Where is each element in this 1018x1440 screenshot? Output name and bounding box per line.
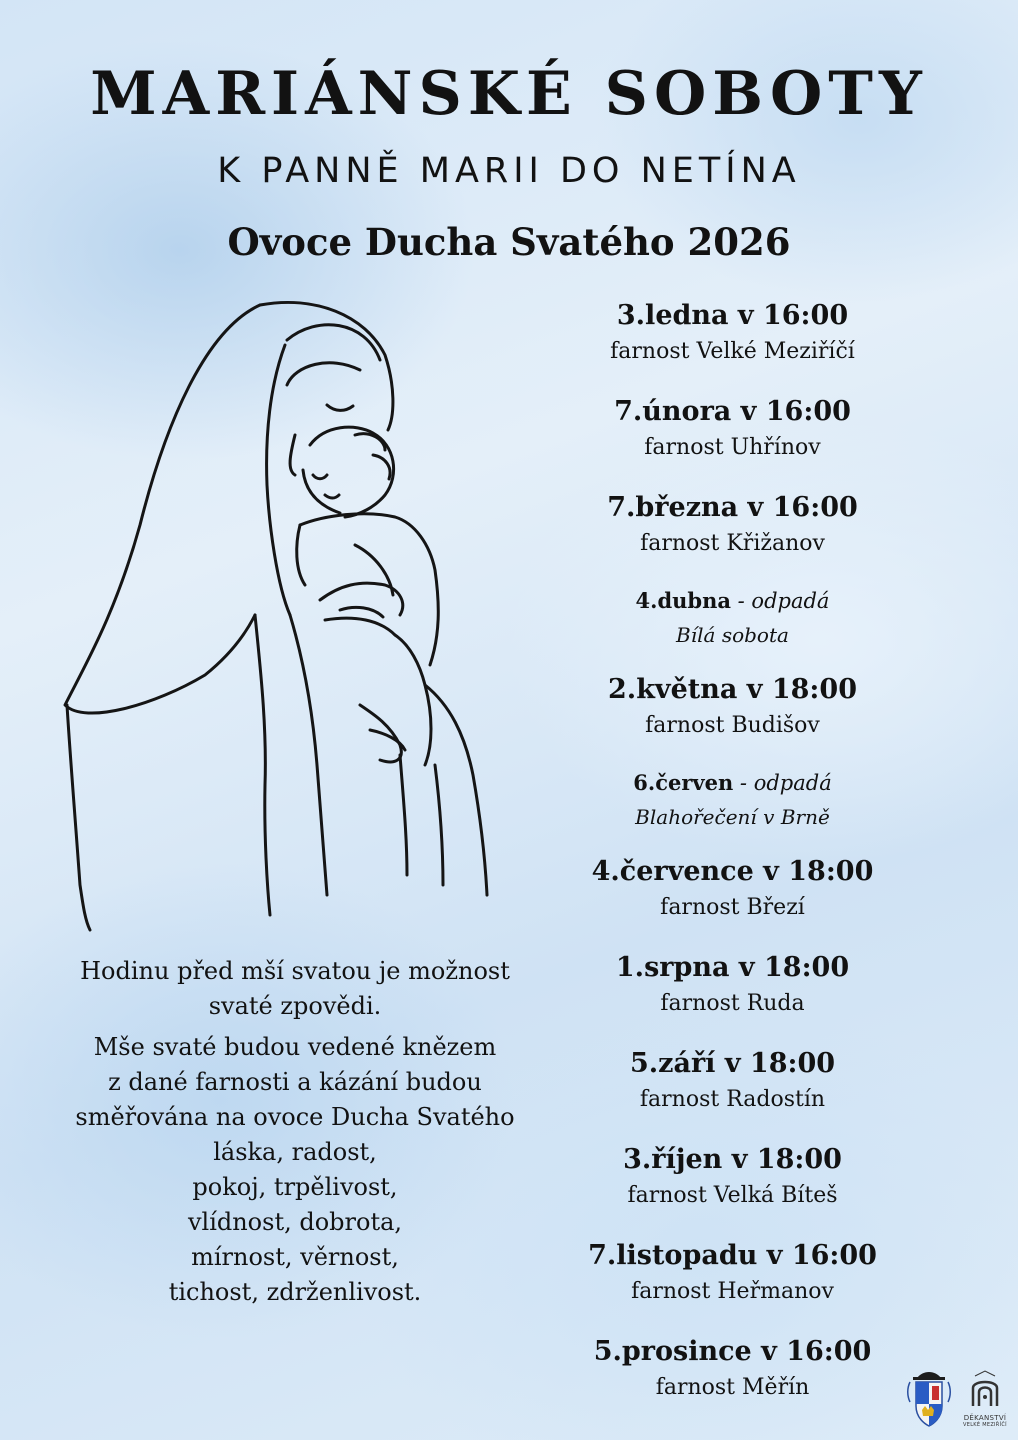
madonna-and-child-icon bbox=[55, 285, 525, 935]
entry-date bbox=[540, 766, 925, 800]
deanery-name: DĚKANSTVÍ bbox=[963, 1414, 1007, 1422]
entry-parish: farnost Ruda bbox=[660, 991, 805, 1016]
entry-parish: farnost Velké Meziříčí bbox=[610, 339, 855, 364]
entry-date: 5.září v 18:00 bbox=[629, 1048, 836, 1079]
schedule-entry bbox=[540, 490, 925, 562]
schedule-entry-cancelled bbox=[540, 584, 925, 652]
entry-date: 4.července v 18:00 bbox=[591, 856, 874, 887]
cancelled-note: - odpadá bbox=[733, 771, 832, 795]
schedule-entry bbox=[540, 1142, 925, 1214]
mass-note bbox=[30, 1030, 560, 1310]
schedule-list bbox=[540, 298, 925, 1406]
mass-line: tichost, zdrženlivost. bbox=[168, 1278, 422, 1306]
theme-heading: Ovoce Ducha Svatého 2026 bbox=[227, 220, 791, 264]
deanery-town: VELKÉ MEZIŘÍČÍ bbox=[963, 1422, 1007, 1428]
entry-date: 5.prosince v 16:00 bbox=[593, 1336, 872, 1367]
entry-date: 7.března v 16:00 bbox=[607, 492, 858, 523]
entry-date: 3.říjen v 18:00 bbox=[623, 1144, 842, 1175]
schedule-entry bbox=[540, 298, 925, 370]
entry-parish: farnost Křižanov bbox=[640, 531, 825, 556]
schedule-entry-cancelled bbox=[540, 766, 925, 834]
schedule-entry bbox=[540, 672, 925, 744]
schedule-entry bbox=[540, 394, 925, 466]
entry-parish: farnost Budišov bbox=[645, 713, 820, 738]
schedule-entry bbox=[540, 1334, 925, 1406]
entry-reason: Bílá sobota bbox=[676, 623, 789, 647]
entry-date: 2.května v 18:00 bbox=[608, 674, 857, 705]
entry-date bbox=[540, 584, 925, 618]
entry-date: 1.srpna v 18:00 bbox=[615, 952, 850, 983]
page-title: MARIÁNSKÉ SOBOTY bbox=[90, 59, 928, 129]
mass-line: směřována na ovoce Ducha Svatého bbox=[75, 1103, 515, 1131]
entry-date: 3.ledna v 16:00 bbox=[616, 300, 849, 331]
entry-date: 7.listopadu v 16:00 bbox=[588, 1240, 877, 1271]
entry-parish: farnost Měřín bbox=[655, 1375, 810, 1400]
schedule-entry bbox=[540, 854, 925, 926]
mass-line: z dané farnosti a kázání budou bbox=[108, 1068, 482, 1096]
entry-date-text: 4.dubna bbox=[635, 588, 731, 613]
deanery-logo-text bbox=[960, 1414, 1010, 1428]
cancelled-note: - odpadá bbox=[730, 589, 830, 613]
entry-parish: farnost Velká Bíteš bbox=[627, 1183, 838, 1208]
entry-parish: farnost Uhřínov bbox=[644, 435, 821, 460]
mass-line: láska, radost, bbox=[213, 1138, 377, 1166]
mass-line: Mše svaté budou vedené knězem bbox=[93, 1033, 497, 1061]
schedule-entry bbox=[540, 1238, 925, 1310]
mass-line: pokoj, trpělivost, bbox=[192, 1173, 398, 1201]
page-subtitle: K PANNĚ MARII DO NETÍNA bbox=[217, 151, 801, 191]
entry-parish: farnost Radostín bbox=[639, 1087, 826, 1112]
info-text bbox=[30, 954, 560, 1316]
entry-parish: farnost Březí bbox=[660, 895, 805, 920]
schedule-entry bbox=[540, 950, 925, 1022]
entry-reason: Blahořečení v Brně bbox=[635, 805, 830, 829]
diocese-coat-of-arms-icon bbox=[908, 1372, 951, 1426]
entry-date-text: 6.červen bbox=[633, 770, 734, 795]
mass-line: vlídnost, dobrota, bbox=[187, 1208, 403, 1236]
confession-note bbox=[30, 954, 560, 1024]
entry-date: 7.února v 16:00 bbox=[614, 396, 851, 427]
mass-line: mírnost, věrnost, bbox=[191, 1243, 399, 1271]
schedule-entry bbox=[540, 1046, 925, 1118]
confession-line: svaté zpovědi. bbox=[208, 992, 382, 1020]
entry-parish: farnost Heřmanov bbox=[631, 1279, 834, 1304]
confession-line: Hodinu před mší svatou je možnost bbox=[80, 957, 510, 985]
church-door-icon bbox=[973, 1371, 997, 1406]
